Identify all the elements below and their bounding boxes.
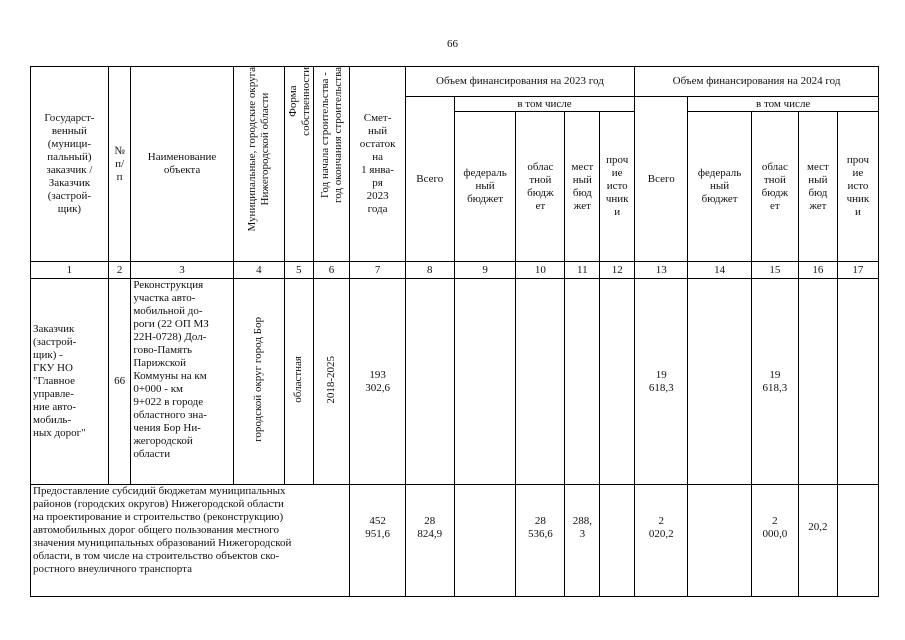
header-total-2023: Всего [405, 97, 454, 262]
table-row [31, 485, 879, 597]
row1-years: 2018-2025 [313, 279, 350, 485]
row1-other-2024 [837, 279, 878, 485]
row1-balance: 193 302,6 [350, 279, 405, 485]
row1-local-2024 [798, 279, 837, 485]
row1-local-2023 [565, 279, 600, 485]
page-number: 66 [447, 38, 458, 50]
header-funding-2023: Объем финансирования на 2023 год [405, 67, 634, 97]
row1-num: 66 [108, 279, 131, 485]
table-row [31, 279, 879, 485]
row2-other-2023 [600, 485, 635, 597]
header-including-2023: в том числе [454, 97, 634, 112]
column-number: 3 [131, 262, 233, 279]
header-including-2024: в том числе [688, 97, 879, 112]
row1-ownership: областная [284, 279, 313, 485]
row1-total-2023 [405, 279, 454, 485]
column-number: 8 [405, 262, 454, 279]
row2-local-2024: 20,2 [798, 485, 837, 597]
column-number: 10 [516, 262, 565, 279]
header-ownership: Форма собственности [284, 67, 313, 262]
column-number: 11 [565, 262, 600, 279]
row1-federal-2023 [454, 279, 515, 485]
row1-regional-2024: 19 618,3 [751, 279, 798, 485]
row2-balance: 452 951,6 [350, 485, 405, 597]
header-local-2024: мест ный бюд жет [798, 112, 837, 262]
column-number: 7 [350, 262, 405, 279]
row1-regional-2023 [516, 279, 565, 485]
column-number: 15 [751, 262, 798, 279]
column-number: 14 [688, 262, 751, 279]
header-regional-2023: облас тной бюдж ет [516, 112, 565, 262]
header-regional-2024: облас тной бюдж ет [751, 112, 798, 262]
row2-local-2023: 288, 3 [565, 485, 600, 597]
column-numbers-row [31, 262, 879, 279]
column-number: 16 [798, 262, 837, 279]
header-federal-2023: федераль ный бюджет [454, 112, 515, 262]
column-number: 9 [454, 262, 515, 279]
column-number: 6 [313, 262, 350, 279]
header-local-2023: мест ный бюд жет [565, 112, 600, 262]
row2-total-2024: 2 020,2 [635, 485, 688, 597]
header-other-2024: проч ие исто чник и [837, 112, 878, 262]
row1-other-2023 [600, 279, 635, 485]
header-funding-2024: Объем финансирования на 2024 год [635, 67, 879, 97]
header-total-2024: Всего [635, 97, 688, 262]
column-number: 1 [31, 262, 109, 279]
row2-regional-2023: 28 536,6 [516, 485, 565, 597]
row2-other-2024 [837, 485, 878, 597]
column-number: 13 [635, 262, 688, 279]
row1-object: Реконструкция участка авто- мобильной до- роги (22 ОП МЗ 22Н-0728) Дол- гово-Память Парижской Коммуны на км 0+000 - км 9+022 в городе областного зна- чения Бор Ни- жегородской области [131, 279, 233, 485]
column-number: 4 [233, 262, 284, 279]
row1-total-2024: 19 618,3 [635, 279, 688, 485]
funding-table [30, 66, 879, 597]
row2-federal-2023 [454, 485, 515, 597]
column-number: 17 [837, 262, 878, 279]
header-estimated-balance: Смет- ный остаток на 1 янва- ря 2023 года [350, 67, 405, 262]
header-object-name: Наименование объекта [131, 67, 233, 262]
row2-regional-2024: 2 000,0 [751, 485, 798, 597]
header-other-2023: проч ие исто чник и [600, 112, 635, 262]
column-number: 5 [284, 262, 313, 279]
row2-description: Предоставление субсидий бюджетам муниципальных районов (городских округов) Нижегородской области на проектирование и строительство (реконструкцию) автомобильных дорог общего пользования местного значения муниципальных образований Нижегородской области, в том числе на строительство объектов ско- ростного внеуличного транспорта [31, 485, 350, 597]
header-customer: Государст- венный (муници- пальный) заказчик / Заказчик (застрой- щик) [31, 67, 109, 262]
row2-federal-2024 [688, 485, 751, 597]
row2-total-2023: 28 824,9 [405, 485, 454, 597]
header-years: Год начала строительства - год окончания строительства [313, 67, 350, 262]
column-number: 2 [108, 262, 131, 279]
header-municipality: Муниципальные, городские округа Нижегородской области [233, 67, 284, 262]
row1-federal-2024 [688, 279, 751, 485]
column-number: 12 [600, 262, 635, 279]
header-federal-2024: федераль ный бюджет [688, 112, 751, 262]
row1-municipality: городской округ город Бор [233, 279, 284, 485]
row1-customer: Заказчик (застрой- щик) - ГКУ НО "Главное управле- ние авто- мобиль- ных дорог" [31, 279, 109, 485]
header-num: № п/ п [108, 67, 131, 262]
